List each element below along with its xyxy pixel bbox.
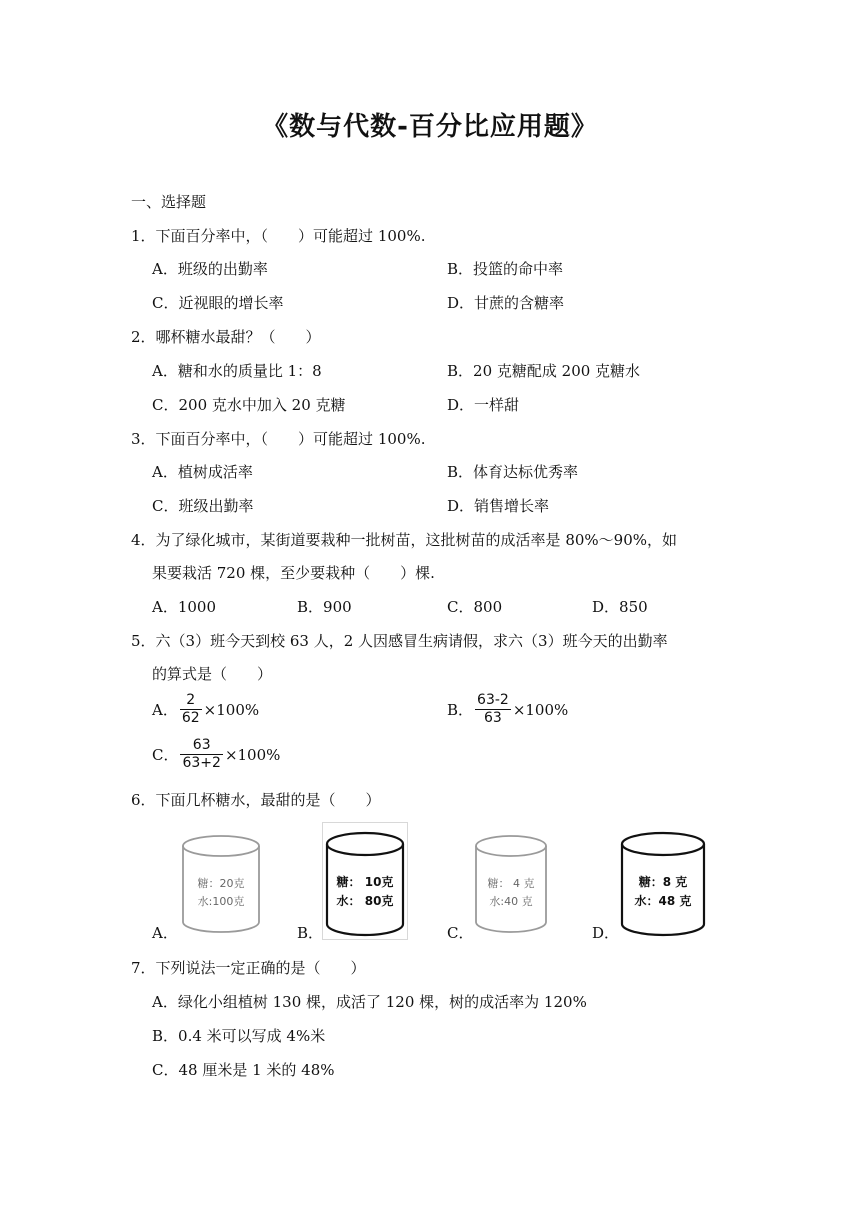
question-2-option-b: B．20 克糖配成 200 克糖水 [447,362,641,380]
sugar-water-cup-b [322,822,408,940]
question-1-option-b: B．投篮的命中率 [447,260,564,278]
question-5-stem-line2: 的算式是（ ） [152,665,273,683]
question-5-option-b [447,692,568,727]
fraction [180,737,222,772]
cup-water-text: 水： 80克 [336,894,394,908]
question-4-stem-line2: 果要栽活 720 棵，至少要栽种（ ）棵. [152,564,435,582]
question-1-option-c: C．近视眼的增长率 [152,294,284,312]
cup-water-text: 水：48 克 [634,894,692,908]
times-percent: ×100% [224,745,281,764]
question-6-stem: 6．下面几杯糖水，最甜的是（ ） [131,791,381,809]
fraction-denominator: 63+2 [182,755,221,771]
cup-option-label-b: B． [297,924,324,942]
fraction-numerator: 63-2 [477,692,509,708]
cup-sugar-text: 糖：20克 [197,877,245,890]
question-3-stem: 3．下面百分率中，（ ）可能超过 100%. [131,430,426,448]
times-percent: ×100% [512,700,569,719]
option-label: B． [447,701,474,719]
cup-sugar-text: 糖： 10克 [336,875,394,889]
section-heading: 一、选择题 [131,193,207,211]
page-title: 《数与代数-百分比应用题》 [262,112,598,142]
cup-option-label-c: C． [447,924,474,942]
question-4-option-d: D．850 [592,598,648,616]
option-label: C． [152,746,179,764]
question-3-option-c: C．班级出勤率 [152,497,254,515]
fraction-numerator: 63 [180,737,222,755]
question-2-stem: 2．哪杯糖水最甜？（ ） [131,328,321,346]
cup-sugar-text: 糖：8 克 [638,875,688,889]
question-7-option-b: B．0.4 米可以写成 4%米 [152,1027,326,1045]
cup-sugar-text: 糖： 4 克 [487,877,535,890]
question-5-option-c [152,737,280,772]
question-1-option-a: A．班级的出勤率 [152,260,268,278]
times-percent: ×100% [203,700,260,719]
sugar-water-cup-c [470,826,552,938]
question-2-option-c: C．200 克水中加入 20 克糖 [152,396,346,414]
question-3-option-b: B．体育达标优秀率 [447,463,579,481]
sugar-water-cup-a [176,826,266,938]
fraction [475,692,511,727]
cup-option-label-a: A． [152,924,178,942]
question-3-option-d: D．销售增长率 [447,497,550,515]
cup-water-text: 水:100克 [197,895,245,908]
fraction-denominator: 62 [181,710,200,726]
question-4-option-b: B．900 [297,598,352,616]
question-2-option-d: D．一样甜 [447,396,520,414]
question-4-option-c: C．800 [447,598,503,616]
cup-water-text: 水:40 克 [489,895,533,908]
question-1-stem: 1．下面百分率中，（ ）可能超过 100%. [131,227,426,245]
option-label: A． [152,701,178,719]
question-2-option-a: A．糖和水的质量比 1：8 [152,362,322,380]
question-5-stem-line1: 5．六（3）班今天到校 63 人，2 人因感冒生病请假，求六（3）班今天的出勤率 [131,632,668,650]
fraction-denominator: 63 [484,710,502,726]
question-4-stem-line1: 4．为了绿化城市，某街道要栽种一批树苗，这批树苗的成活率是 80%～90%，如 [131,531,677,549]
fraction [180,692,202,727]
sugar-water-cup-d [617,822,709,940]
question-3-option-a: A．植树成活率 [152,463,253,481]
question-5-option-a [152,692,259,727]
question-7-stem: 7．下列说法一定正确的是（ ） [131,959,366,977]
question-7-option-c: C．48 厘米是 1 米的 48% [152,1061,335,1079]
question-4-option-a: A．1000 [152,598,217,616]
cup-option-label-d: D． [592,924,620,942]
question-1-option-d: D．甘蔗的含糖率 [447,294,565,312]
question-7-option-a: A．绿化小组植树 130 棵，成活了 120 棵，树的成活率为 120% [152,993,587,1011]
fraction-numerator: 2 [180,692,202,710]
